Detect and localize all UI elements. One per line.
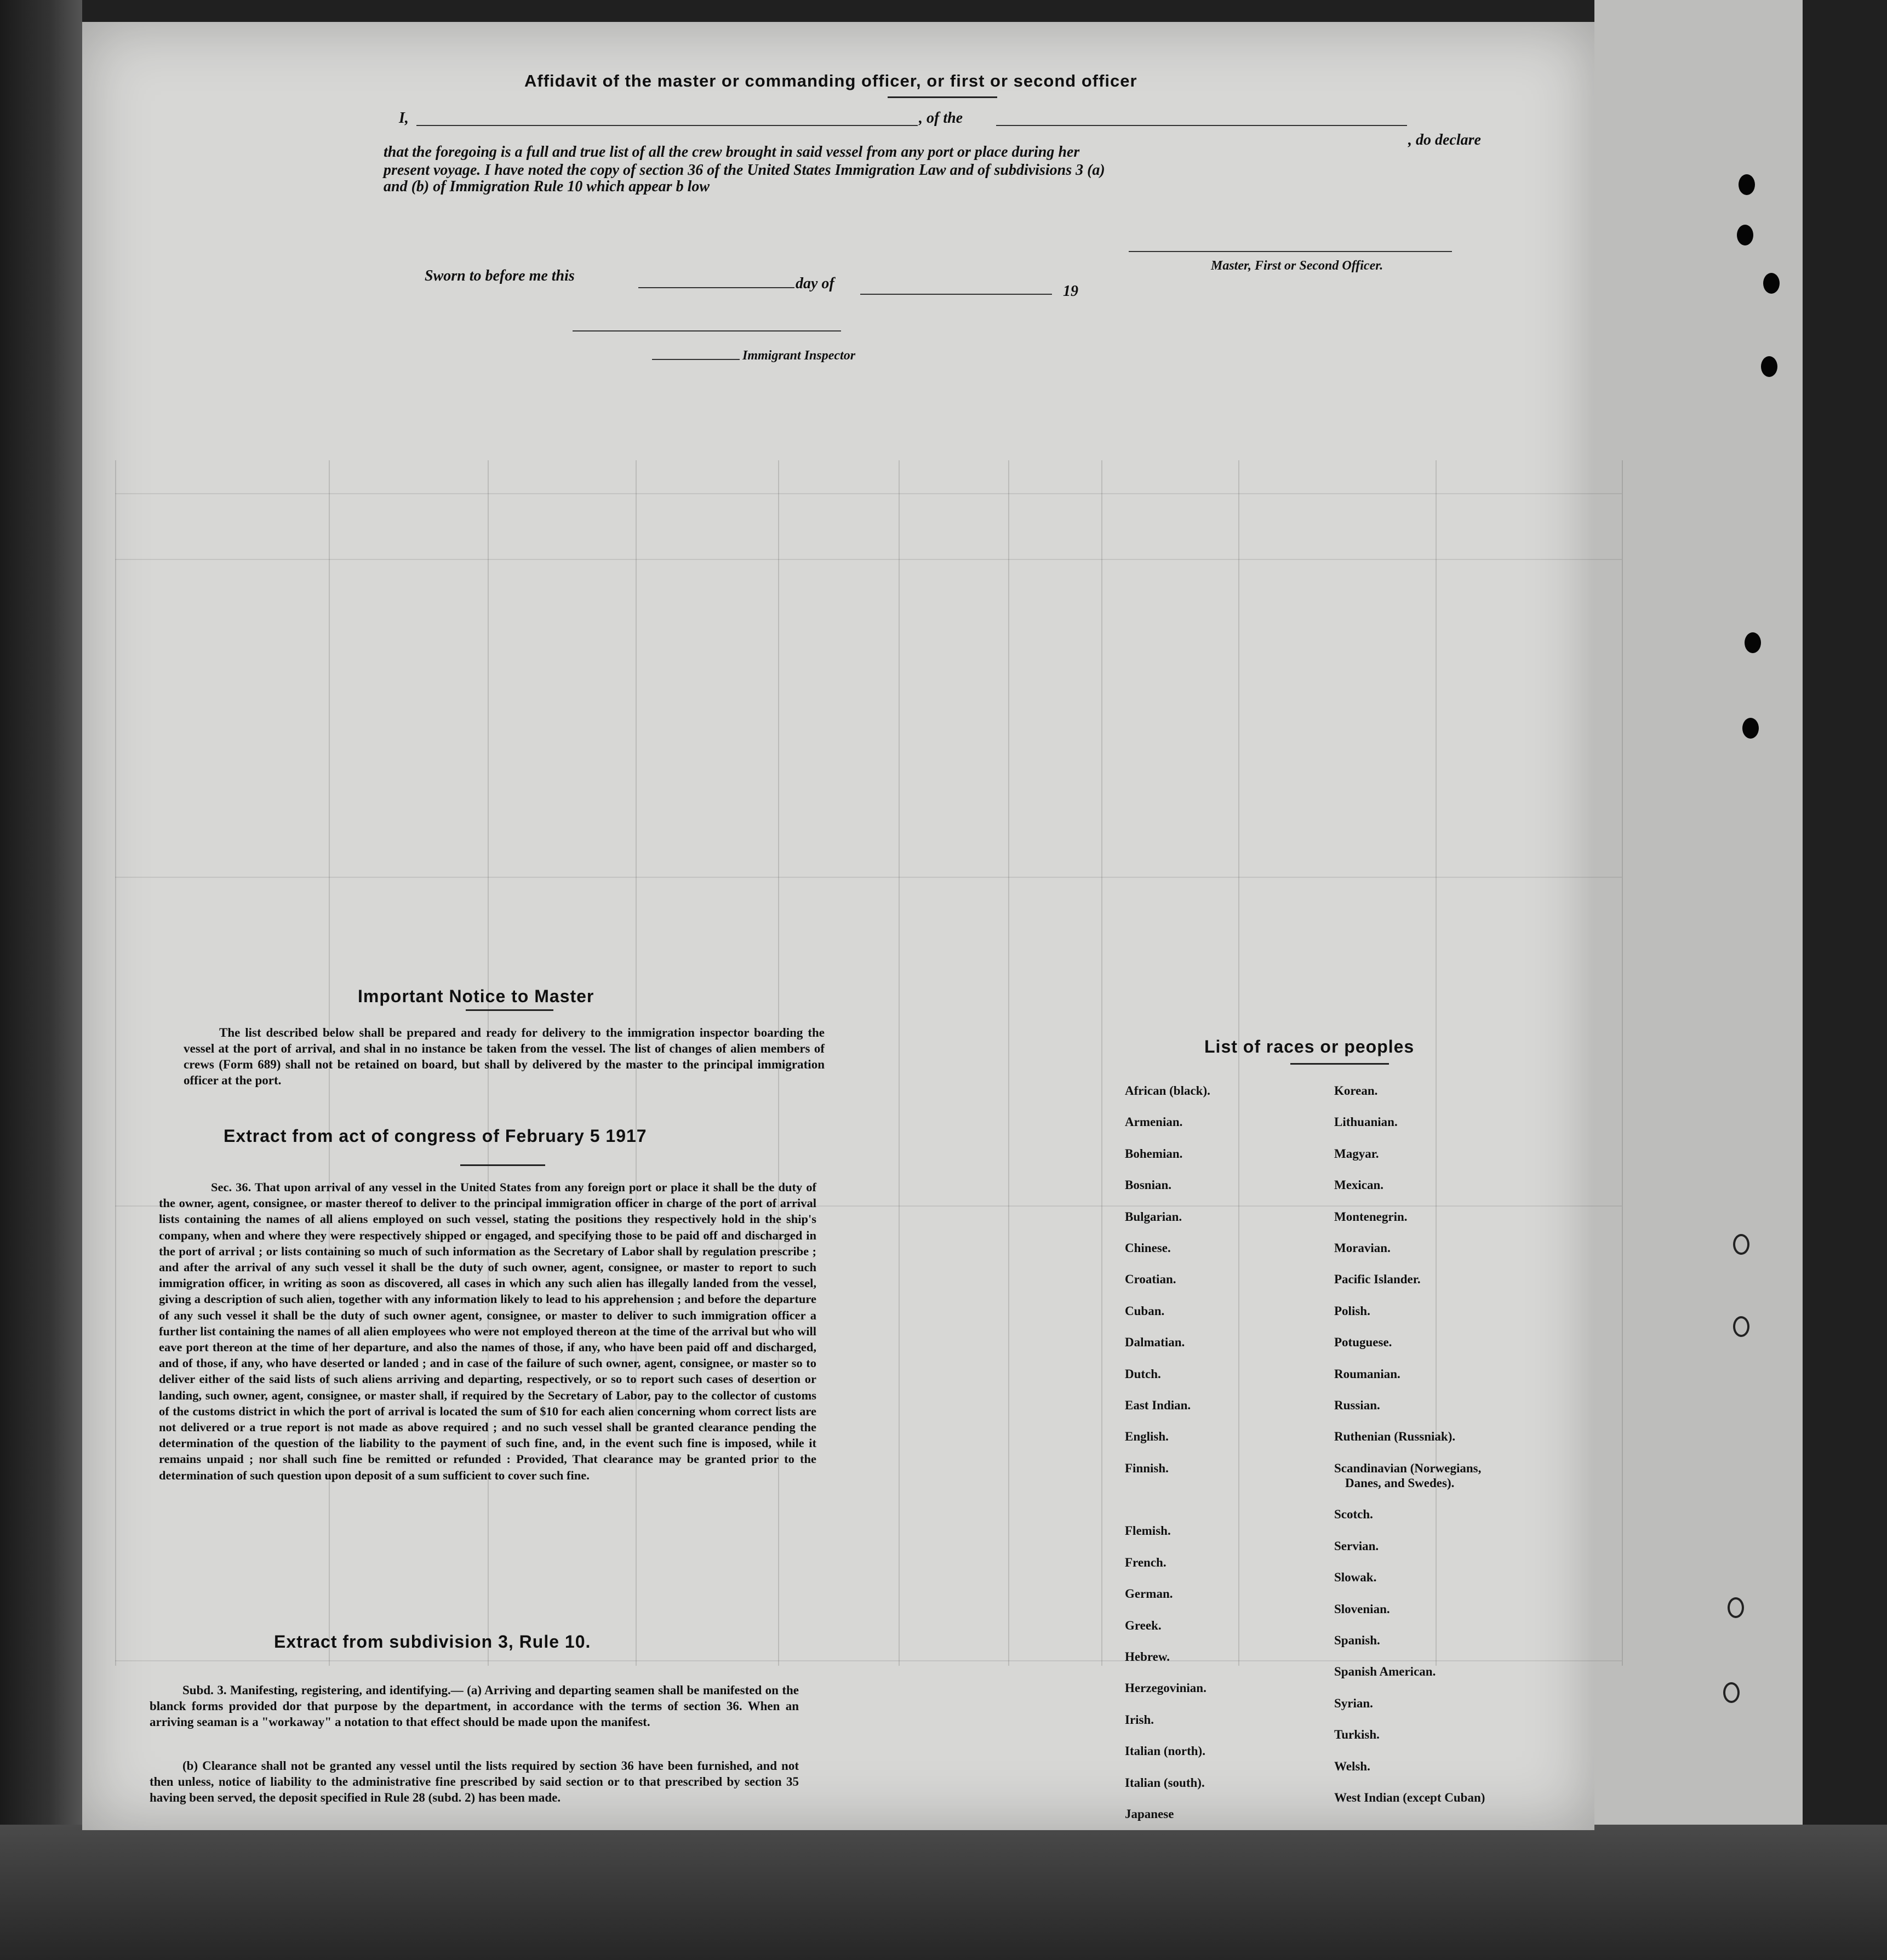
race-item: Magyar. (1334, 1146, 1379, 1161)
rule-body-b: (b) Clearance shall not be granted any vessel until the lists required by section 36 have been furnished, and not then unless, notice of liability to the administrative fine prescribed by said section or to that prescribed by section 35 having been served, the deposit specified in Rule 28 (subd. 2) has been made. (150, 1759, 799, 1804)
race-item: Italian (north). (1125, 1744, 1205, 1758)
affidavit-of-the: , of the (919, 110, 963, 127)
race-item: West Indian (except Cuban) (1334, 1790, 1485, 1804)
race-item: Mexican. (1334, 1178, 1384, 1192)
race-item (1125, 1484, 1210, 1515)
act-body: Sec. 36. That upon arrival of any vessel in the United States from any foreign port or place it shall be the duty of the owner, agent, consignee, or master thereof to deliver to the principal immigration officer in charge of the port of arrival lists containing the names of all aliens employed on such vessel, stating the positions they respectively hold in the ship's company, when and where they were respectively shipped or engaged, and specifying those to be paid off and discharged in the port of arrival ; or lists containing so much of such information as the Secretary of Labor shall by regulation prescribe ; and after the arrival of any such vessel it shall be the duty of such owner, agent, consignee, or master to report to such immigration officer, in writing as soon as discovered, all cases in which any such alien has illegally landed from the vessel, giving a description of such alien, together with any information likely to lead to his apprehension ; and before the departure of any such vessel it shall be the duty of such owner agent, consignee, or master to deliver to such immigration officer a further list containing the names of all alien employees who were not employed thereon at the time of the arrival but who will eave port thereon at the time of her departure, and also the names of those, if any, who have been paid off and discharged, and of those, if any, who have deserted or landed ; and in case of the failure of such owner, agent, consignee, or master so to deliver either of the said lists of such aliens arriving and departing, respectively, or so to report such cases of desertion or landing, such owner, agent, consignee, or master shall, if required by the Secretary of Labor, pay to the collector of customs of the customs district in which the port of arrival is located the sum of $10 for each alien concerning whom correct lists are not delivered or a true report is not made as above required ; and no such vessel shall be granted clearance pending the determination of the question of the liability to the payment of such fine, and, in the event such fine is imposed, while it remains unpaid ; nor shall such fine be remitted or refunded : Provided, That clearance may be granted prior to the determination of such question upon deposit of a sum sufficient to cover such fine. (159, 1180, 816, 1482)
affidavit-i: I, (399, 110, 409, 127)
binder-ring (1728, 1597, 1744, 1618)
master-label: Master, First or Second Officer. (1211, 259, 1383, 273)
binder-hole (1739, 174, 1755, 195)
race-item: Bohemian. (1125, 1146, 1183, 1161)
inspector-label: Immigrant Inspector (742, 348, 856, 363)
race-item: Bulgarian. (1125, 1209, 1182, 1224)
ghost-grid-line (115, 460, 116, 1666)
race-item: Polish. (1334, 1304, 1370, 1318)
race-item: Finnish. (1125, 1461, 1169, 1475)
races-left-column (1125, 1075, 1210, 1830)
ghost-grid-line (1622, 460, 1623, 1666)
race-item: Scandinavian (Norwegians, (1334, 1461, 1482, 1475)
races-right-column (1334, 1075, 1485, 1813)
binder-hole (1745, 632, 1761, 653)
race-item: Potuguese. (1334, 1335, 1392, 1350)
race-item: Korean. (1334, 1084, 1378, 1098)
race-item: Hebrew. (1125, 1650, 1170, 1664)
inspector-line (652, 359, 740, 360)
race-item: Herzegovinian. (1125, 1681, 1206, 1695)
race-item: Armenian. (1125, 1115, 1183, 1129)
sworn-month-line (860, 294, 1052, 295)
race-item: Irish. (1125, 1712, 1154, 1727)
ghost-grid-line (899, 460, 900, 1666)
race-item: German. (1125, 1587, 1173, 1601)
sworn-text: Sworn to before me this (425, 267, 575, 284)
race-item: Dutch. (1125, 1367, 1161, 1381)
act-underline (460, 1164, 545, 1166)
ghost-grid-line (1101, 460, 1102, 1666)
name-line (416, 125, 918, 126)
binder-hole (1763, 273, 1780, 294)
rule-body-a: Subd. 3. Manifesting, registering, and identifying.— (a) Arriving and departing seamen shall be manifested on the blanck forms provided dor that purpose by the department, in accordance with the terms of section 36. When an arriving seaman is a "workaway" a notation to that effect should be made upon the manifest. (150, 1683, 799, 1729)
rule-heading: Extract from subdivision 3, Rule 10. (274, 1632, 591, 1652)
race-item: Spanish. (1334, 1633, 1380, 1648)
binder-hole (1737, 225, 1753, 245)
race-item: Slovenian. (1334, 1602, 1390, 1616)
notice-underline (466, 1009, 553, 1011)
race-item: Japanese (1125, 1807, 1174, 1821)
year-text: 19 (1063, 283, 1078, 300)
inspector-line-upper (573, 330, 841, 332)
races-heading: List of races or peoples (1204, 1037, 1415, 1056)
race-item: Danes, and Swedes). (1345, 1476, 1455, 1490)
race-item: Servian. (1334, 1539, 1379, 1553)
race-item: French. (1125, 1555, 1166, 1569)
ghost-grid-line (1008, 460, 1009, 1666)
ghost-row-line (115, 493, 1622, 494)
race-item: African (black). (1125, 1084, 1210, 1098)
binder-ring (1723, 1682, 1740, 1703)
race-item: Scotch. (1334, 1507, 1373, 1522)
race-item: English. (1125, 1430, 1169, 1444)
binder-ring (1733, 1316, 1749, 1337)
race-item: Flemish. (1125, 1524, 1171, 1538)
binder-hole (1761, 356, 1777, 377)
affidavit-line-3: present voyage. I have noted the copy of section 36 of the United States Immigration Law and of subdivisions 3 (a) (384, 162, 1105, 179)
race-item: Roumanian. (1334, 1367, 1400, 1381)
race-item: Croatian. (1125, 1272, 1176, 1287)
race-item: Ruthenian (Russniak). (1334, 1430, 1456, 1444)
race-item: Lithuanian. (1334, 1115, 1398, 1129)
scanner-frame-left (0, 0, 82, 1960)
race-item: East Indian. (1125, 1398, 1191, 1412)
race-item: Slowak. (1334, 1570, 1377, 1585)
affidavit-title: Affidavit of the master or commanding officer, or first or second officer (524, 71, 1137, 90)
race-item: Syrian. (1334, 1696, 1373, 1710)
races-underline (1290, 1063, 1389, 1065)
race-item: Cuban. (1125, 1304, 1165, 1318)
scanner-frame-bottom (0, 1825, 1887, 1960)
race-item: Bosnian. (1125, 1178, 1172, 1192)
binder-hole (1742, 718, 1759, 739)
ghost-grid-line (1238, 460, 1239, 1666)
race-item: Pacific Islander. (1334, 1272, 1421, 1287)
race-item: Greek. (1125, 1618, 1162, 1632)
affidavit-line-2: that the foregoing is a full and true list of all the crew brought in said vessel from any port or place during her (384, 144, 1080, 161)
sworn-day-line (638, 287, 794, 288)
day-of-text: day of (796, 275, 834, 292)
master-signature-line (1129, 251, 1452, 252)
act-heading: Extract from act of congress of February 5 1917 (224, 1126, 647, 1146)
race-item: Russian. (1334, 1398, 1380, 1412)
race-item: Dalmatian. (1125, 1335, 1185, 1350)
affidavit-declare: , do declare (1408, 132, 1481, 148)
binder-ring (1733, 1234, 1749, 1255)
race-item: Moravian. (1334, 1241, 1391, 1255)
notice-body: The list described below shall be prepared and ready for delivery to the immigration inspector boarding the vessel at the port of arrival, and shal in no instance be taken from the vessel. The list of changes of alien members of crews (Form 689) shall not be retained on board, but shall by delivered by the master to the principal immigration officer at the port. (184, 1026, 825, 1087)
affidavit-line-4: and (b) of Immigration Rule 10 which appear b low (384, 178, 710, 195)
race-item: Italian (south). (1125, 1775, 1205, 1790)
ghost-row-line (115, 877, 1622, 878)
notice-heading: Important Notice to Master (358, 986, 594, 1006)
ghost-row-line (115, 559, 1622, 560)
title-underline (888, 96, 997, 98)
race-item: Turkish. (1334, 1728, 1380, 1742)
race-item: Welsh. (1334, 1759, 1370, 1773)
race-item: Chinese. (1125, 1241, 1171, 1255)
vessel-line (996, 125, 1407, 126)
race-item: Spanish American. (1334, 1665, 1436, 1679)
race-item: Montenegrin. (1334, 1209, 1408, 1224)
